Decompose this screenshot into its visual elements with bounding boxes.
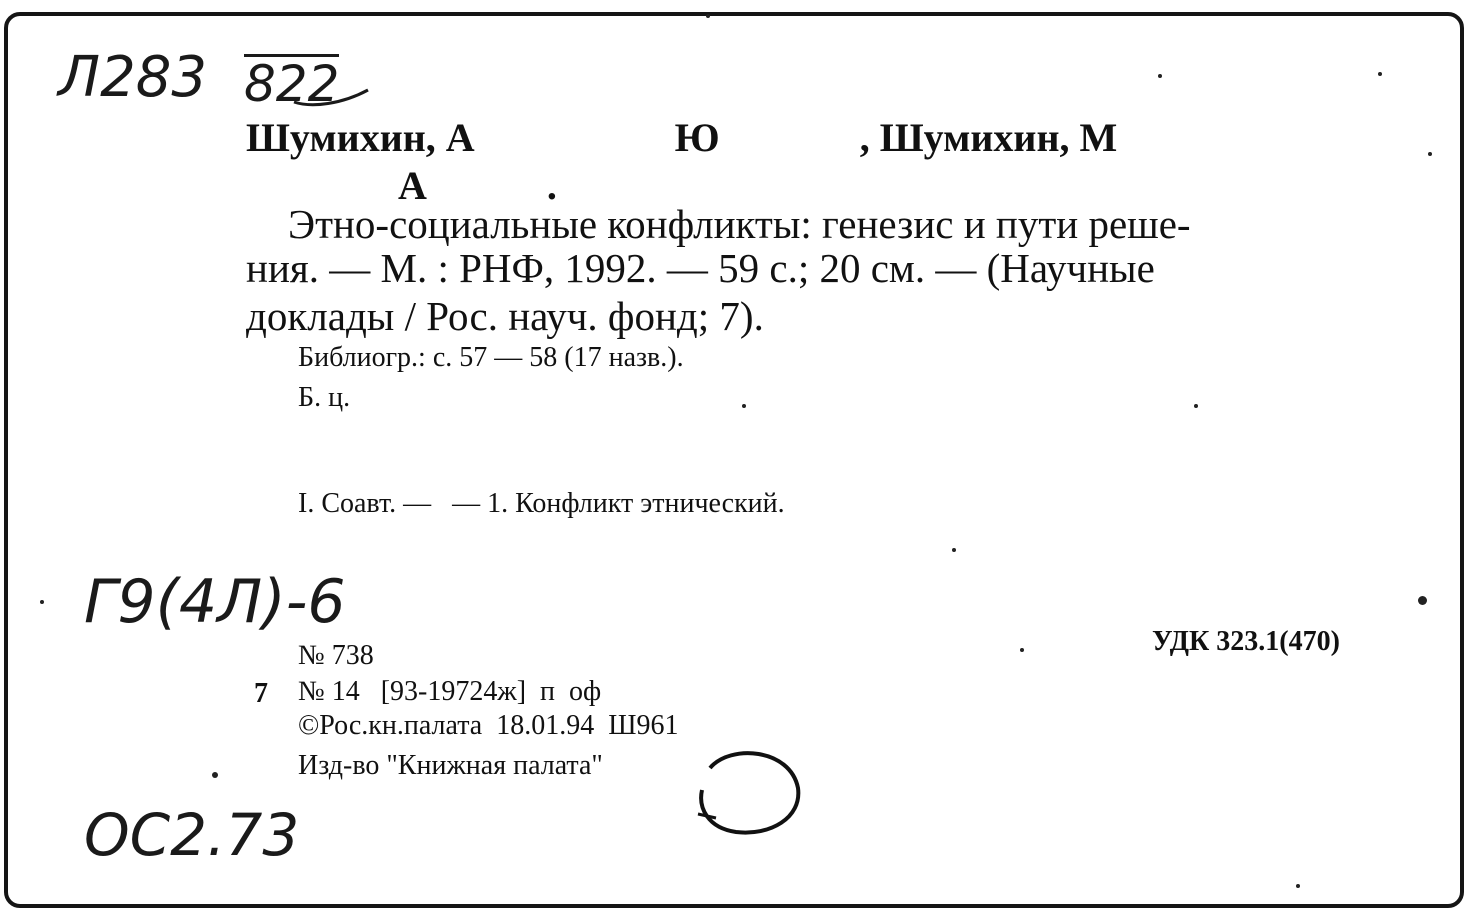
title-line-2: ния. — М. : РНФ, 1992. — 59 с.; 20 см. — (Научные <box>246 245 1155 291</box>
heading-initials: А . <box>398 163 557 208</box>
heading-authors: Шумихин, А Ю , Шумихин, М <box>246 115 1118 160</box>
speck <box>1428 152 1432 156</box>
speck <box>1378 72 1382 76</box>
speck <box>40 600 44 604</box>
udk-code: УДК 323.1(470) <box>1152 626 1340 657</box>
subject-tracings: I. Соавт. — — 1. Конфликт этнический. <box>298 488 785 519</box>
speck <box>1020 648 1024 652</box>
speck <box>952 548 956 552</box>
handwritten-bottom-code: ОС2.73 <box>84 801 300 869</box>
number-14: № 14 [93-19724ж] п оф <box>298 676 602 707</box>
speck <box>1418 596 1427 605</box>
handwritten-inventory-sub: 822 <box>244 55 340 113</box>
publisher-line: Изд-во "Книжная палата" <box>298 750 603 781</box>
speck <box>706 14 710 18</box>
handwritten-underline <box>292 84 372 108</box>
number-738: № 738 <box>298 640 374 671</box>
speck <box>1296 884 1300 888</box>
speck <box>1194 404 1198 408</box>
bibliography-note: Библиогр.: с. 57 — 58 (17 назв.). <box>298 342 684 373</box>
title-line-3: доклады / Рос. науч. фонд; 7). <box>246 293 764 339</box>
price-note: Б. ц. <box>298 382 351 413</box>
digit-7: 7 <box>254 678 268 709</box>
speck <box>1158 74 1162 78</box>
handwritten-inventory-number: Л283 <box>58 45 207 110</box>
speck <box>212 772 218 778</box>
copyright-line: ©Рос.кн.палата 18.01.94 Ш961 <box>298 710 679 741</box>
title-line-1: Этно-социальные конфликты: генезис и пути реше- <box>288 201 1191 247</box>
speck <box>742 404 746 408</box>
circle-stamp <box>690 748 810 840</box>
handwritten-classification: Г9(4Л)-6 <box>84 567 346 637</box>
